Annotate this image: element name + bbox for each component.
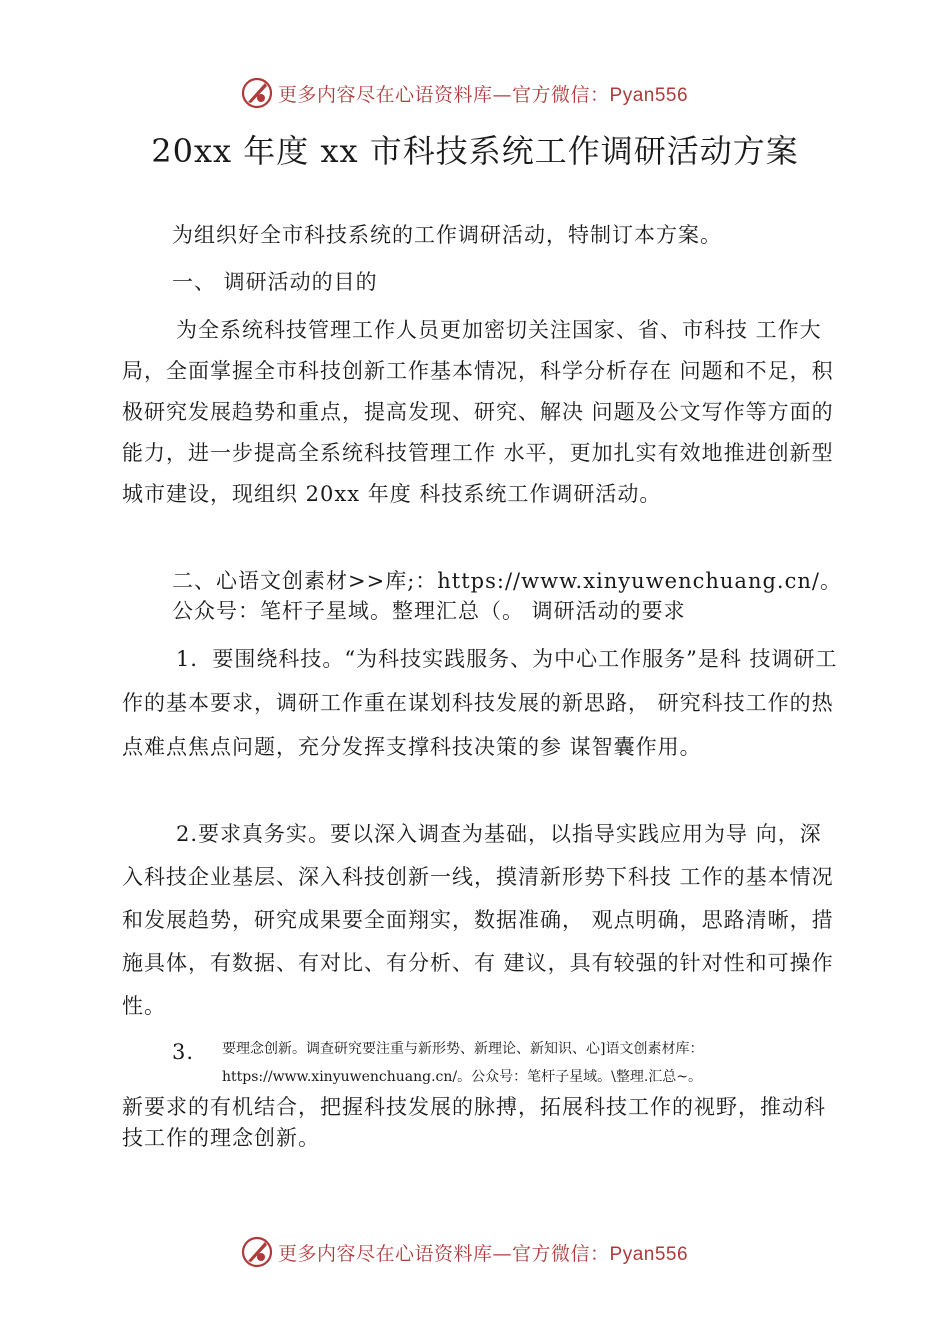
requirement-item-3-number: 3. xyxy=(172,1040,195,1064)
banner-text: 更多内容尽在心语资料库—官方微信：Pyan556 xyxy=(278,83,689,106)
requirement-item-2: 2.要求真务实。要以深入调查为基础，以指导实践应用为导 向，深入科技企业基层、深入科技创新一线，摸清新形势下科技 工作的基本情况和发展趋势，研究成果要全面翔实，数据准确， 观点明确，思路清晰，措施具体，有数据、有对比、有分析、有 建议，具有较强的针对性和可操作性。 xyxy=(122,822,834,1018)
quill-seal-icon xyxy=(240,76,274,110)
document-title: 20xx 年度 xx 市科技系统工作调研活动方案 xyxy=(151,132,799,170)
footer-banner xyxy=(240,1232,760,1272)
section2-heading: 二、心语文创素材>>库;：https://www.xinyuwenchuang.cn/。公众号：笔杆子星域。整理汇总（。 调研活动的要求 xyxy=(172,569,842,623)
quill-seal-icon xyxy=(240,1235,274,1269)
requirement-item-3-line2: https://www.xinyuwenchuang.cn/。公众号：笔杆子星域。\整理.汇总~。 xyxy=(222,1069,703,1085)
banner-text: 更多内容尽在心语资料库—官方微信：Pyan556 xyxy=(278,1242,689,1265)
requirement-item-3-line1: 要理念创新。调查研究要注重与新形势、新理论、新知识、心]语文创素材库： xyxy=(222,1041,704,1057)
section1-heading: 一、 调研活动的目的 xyxy=(172,270,378,294)
requirement-item-3-body: 新要求的有机结合，把握科技发展的脉搏，拓展科技工作的视野，推动科技工作的理念创新。 xyxy=(122,1095,826,1150)
intro-paragraph: 为组织好全市科技系统的工作调研活动，特制订本方案。 xyxy=(172,223,722,247)
requirement-item-1: 1．要围绕科技。“为科技实践服务、为中心工作服务”是科 技调研工作的基本要求，调研工作重在谋划科技发展的新思路， 研究科技工作的热点难点焦点问题，充分发挥支撑科技决策的参 谋智囊作用。 xyxy=(122,647,838,759)
section1-body: 为全系统科技管理工作人员更加密切关注国家、省、市科技 工作大局，全面掌握全市科技创新工作基本情况，科学分析存在 问题和不足，积极研究发展趋势和重点，提高发现、研究、解决 问题及公文写作等方面的能力，进一步提高全系统科技管理工作 水平，更加扎实有效地推进创新型城市建设，现组织 20xx 年度 科技系统工作调研活动。 xyxy=(122,318,834,506)
header-banner xyxy=(240,73,760,113)
